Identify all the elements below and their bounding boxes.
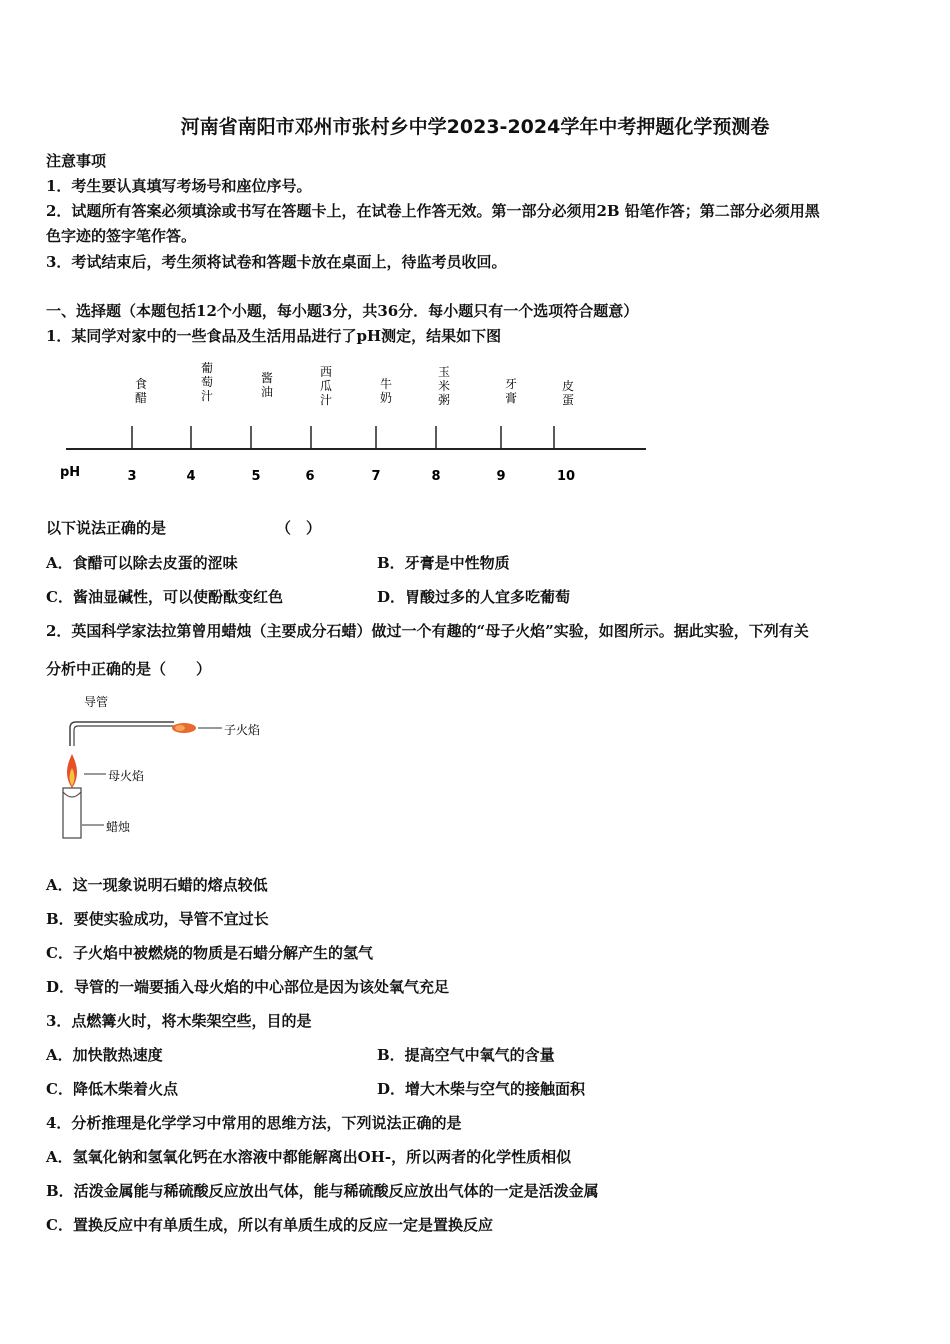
ph-item-label: 酱油 (260, 371, 274, 399)
q3-option-d: D．增大木柴与空气的接触面积 (377, 1080, 586, 1098)
ph-ticks (127, 426, 575, 484)
ph-item-label: 玉米粥 (437, 365, 451, 407)
ph-tick-label: 4 (186, 469, 196, 484)
ph-tick-label: 7 (371, 469, 381, 484)
tube-label: 导管 (84, 695, 109, 709)
notice-item-1: 1．考生要认真填写考场号和座位序号。 (46, 177, 312, 195)
candle-shape (63, 788, 81, 838)
flame-experiment-figure (46, 688, 306, 848)
mother-flame-label: 母火焰 (108, 769, 145, 783)
q1-option-a: A．食醋可以除去皮蛋的涩味 (46, 554, 238, 572)
q1-option-d: D．胃酸过多的人宜多吃葡萄 (377, 588, 571, 606)
ph-item-label: 食醋 (134, 377, 148, 405)
q3-option-a: A．加快散热速度 (46, 1046, 163, 1064)
q2-option-c: C．子火焰中被燃烧的物质是石蜡分解产生的氢气 (46, 944, 373, 962)
notice-heading: 注意事项 (46, 152, 107, 170)
q1-stem: 1．某同学对家中的一些食品及生活用品进行了pH测定，结果如下图 (46, 327, 502, 345)
q2-option-b: B．要使实验成功，导管不宜过长 (46, 910, 269, 928)
ph-tick-label: 6 (305, 469, 315, 484)
q1-option-c: C．酱油显碱性，可以使酚酞变红色 (46, 588, 283, 606)
ph-item-label: 牙膏 (504, 377, 518, 405)
section-heading: 一、选择题（本题包括12个小题，每小题3分，共36分．每小题只有一个选项符合题意） (46, 302, 639, 320)
ph-axis-label: pH (60, 465, 81, 480)
q3-stem: 3．点燃篝火时，将木柴架空些，目的是 (46, 1012, 312, 1030)
q2-stem-1: 2．英国科学家法拉第曾用蜡烛（主要成分石蜡）做过一个有趣的“母子火焰”实验，如图所示。据此实验，下列有关 (46, 622, 809, 640)
q4-option-c: C．置换反应中有单质生成，所以有单质生成的反应一定是置换反应 (46, 1216, 493, 1234)
q1-prompt-line (46, 517, 321, 539)
notice-item-2-cont: 色字迹的签字笔作答。 (46, 227, 197, 245)
page-title: 河南省南阳市邓州市张村乡中学2023-2024学年中考押题化学预测卷 (180, 116, 770, 138)
q2-option-d: D．导管的一端要插入母火焰的中心部位是因为该处氧气充足 (46, 978, 450, 996)
notice-item-2: 2．试题所有答案必须填涂或书写在答题卡上，在试卷上作答无效。第一部分必须用2B 铅笔作答；第二部分必须用黑 (46, 202, 820, 220)
notice-item-3: 3．考试结束后，考生须将试卷和答题卡放在桌面上，待监考员收回。 (46, 253, 507, 271)
child-flame-label: 子火焰 (224, 723, 261, 737)
candle-drip (63, 792, 81, 797)
ph-tick-label: 9 (496, 469, 506, 484)
child-flame-core-icon (175, 725, 185, 731)
q4-option-b: B．活泼金属能与稀硫酸反应放出气体，能与稀硫酸反应放出气体的一定是活泼金属 (46, 1182, 599, 1200)
ph-item-label: 牛奶 (379, 377, 393, 405)
ph-tick-label: 8 (431, 469, 441, 484)
guide-tube-inner (74, 726, 174, 746)
candle-label: 蜡烛 (106, 820, 131, 834)
ph-item-label: 皮蛋 (561, 379, 575, 407)
ph-item-label: 西瓜汁 (319, 365, 333, 407)
q1-option-b: B．牙膏是中性物质 (377, 554, 510, 572)
ph-items (135, 362, 574, 407)
q4-option-a: A．氢氧化钠和氢氧化钙在水溶液中都能解离出OH-，所以两者的化学性质相似 (46, 1148, 572, 1166)
q2-stem-2: 分析中正确的是（ ） (46, 660, 212, 678)
q4-stem: 4．分析推理是化学学习中常用的思维方法，下列说法正确的是 (46, 1114, 462, 1132)
q2-option-a: A．这一现象说明石蜡的熔点较低 (46, 876, 268, 894)
ph-scale-figure (46, 362, 666, 492)
ph-item-label: 葡萄汁 (200, 362, 214, 403)
q1-answer-bracket: （ ） (276, 519, 322, 537)
ph-tick-label: 10 (556, 469, 576, 484)
q1-prompt: 以下说法正确的是 (46, 519, 167, 537)
ph-tick-label: 3 (127, 469, 137, 484)
ph-tick-label: 5 (251, 469, 261, 484)
q3-option-b: B．提高空气中氧气的含量 (377, 1046, 555, 1064)
q3-option-c: C．降低木柴着火点 (46, 1080, 178, 1098)
